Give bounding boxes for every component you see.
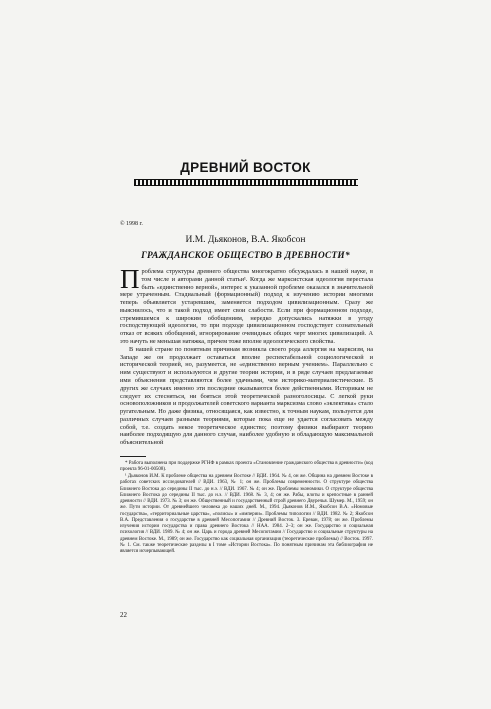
section-title: ДРЕВНИЙ ВОСТОК: [180, 160, 311, 175]
article-body: [120, 264, 373, 447]
paragraph-text: роблема структуры древнего общества многократно обсуждалась в нашей науке, в том числе и авторами данной статьи¹. Когда же марксистская идеология перестала быть «единственно верной», интерес к указанной проблеме оказался в значительной мере утраченным. Стадиальный (формационный) подход к изучению истории многими теперь объявляется устаревшим, заменяется подходом цивилизационным. Сразу же выяснилось, что и такой подход имеет свои слабости. Если при формационном подходе, стремившемся к широким обобщениям, нередко допускались натяжки в угоду господствующей идеологии, то при подходе цивилизационном господствует сознательный отказ от всяких обобщений, игнорирование очевидных общих черт многих цивилизаций. А это начуть не меньшая натяжка, причем тоже вполне идеологического свойства.: [120, 268, 373, 346]
copyright-line: © 1998 г.: [120, 221, 143, 227]
article-title: ГРАЖДАНСКОЕ ОБЩЕСТВО В ДРЕВНОСТИ*: [141, 251, 350, 261]
article-authors: И.М. Дьяконов, В.А. Якобсон: [185, 235, 306, 245]
footnote-grant: * Работа выполнена при поддержке РГНФ в рамках проекта «Становление гражданского общества в древности» (код проекта 96-01-00508).: [120, 461, 373, 473]
decorative-ornament-band: [134, 179, 358, 186]
footnote-separator: [120, 456, 146, 457]
body-paragraph: В нашей стране по понятным причинам возникла своего рода аллергия на марксизм, на Западе же он продолжает оставаться вполне респектабельной социологической и исторической теорией, но, разумеется, не «единственно верным учением». Параллельно с ним существуют и используются и другие теории истории, и в ряде случаев предлагаемые ими объяснения представляются более удачными, чем историко-материалистические. В других же случаях именно эти последние оказываются более действенными. Историкам не следует их стесняться, ни бояться этой теоретической разноголосицы. С легкой руки основоположников и продолжателей советского варианта марксизма слово «эклектика» стало ругательным. Но даже физика, относящаяся, как известно, к точным наукам, пользуется для различных случаев разными теориями, которые пока еще не удается согласовать между собой, т.е. создать некое теоретическое единство; поэтому физики выбирают теорию наиболее подходящую для данного случая, наиболее удобную и обладающую максимальной объяснительной: [120, 345, 373, 447]
page-number: 22: [120, 611, 127, 619]
drop-cap: П: [120, 264, 140, 294]
body-paragraph: [120, 264, 373, 346]
footnote-bibliography: ¹ Дьяконов И.М. К проблеме общества на древнем Востоке // ВДИ. 1964. № 4, он же. Община на древнем Востоке в работах советских исследователей // ВДИ. 1963, № 1; он же. Проблемы современности. О структуре общества Ближнего Востока до середины II тыс. до н.э. // ВДИ. 1967. № 4; он же. Проблемы экономики. О структуре общества Ближнего Востока до середины II тыс. до н.э. // ВДИ. 1968. № 3, 4; он же. Рабы, илоты и крепостные в ранней древности // ВДИ. 1973. № 3; он же. Общественный и государственный строй древнего Двуречья. Шумер. М., 1959; он же. Пути истории. От древнейшего человека до наших дней. М., 1994. Дьяконов И.М., Якобсон В.А. «Номовые государства», «территориальные царства», «полисы» и «империи». Проблемы типологии // ВДИ. 1982. № 2; Якобсон В.А. Представления о государстве в древней Месопотамии // Древний Восток. 3. Ереван, 1978; он же. Проблемы изучения истории государства и права древнего Востока // НАА. 1984. 2–3; он же. Государство и социальная психология // ВДИ. 1989. № 4; он же. Царь и города древней Месопотамии // Государство и социальные структуры на древнем Востоке. М., 1989; он же. Государство как социальная организация (теоретические проблемы) // Восток. 1997. № 1. См. также теоретические разделы в I томе «Истории Востока». По понятным причинам эта библиография не является исчерпывающей.: [120, 474, 373, 554]
